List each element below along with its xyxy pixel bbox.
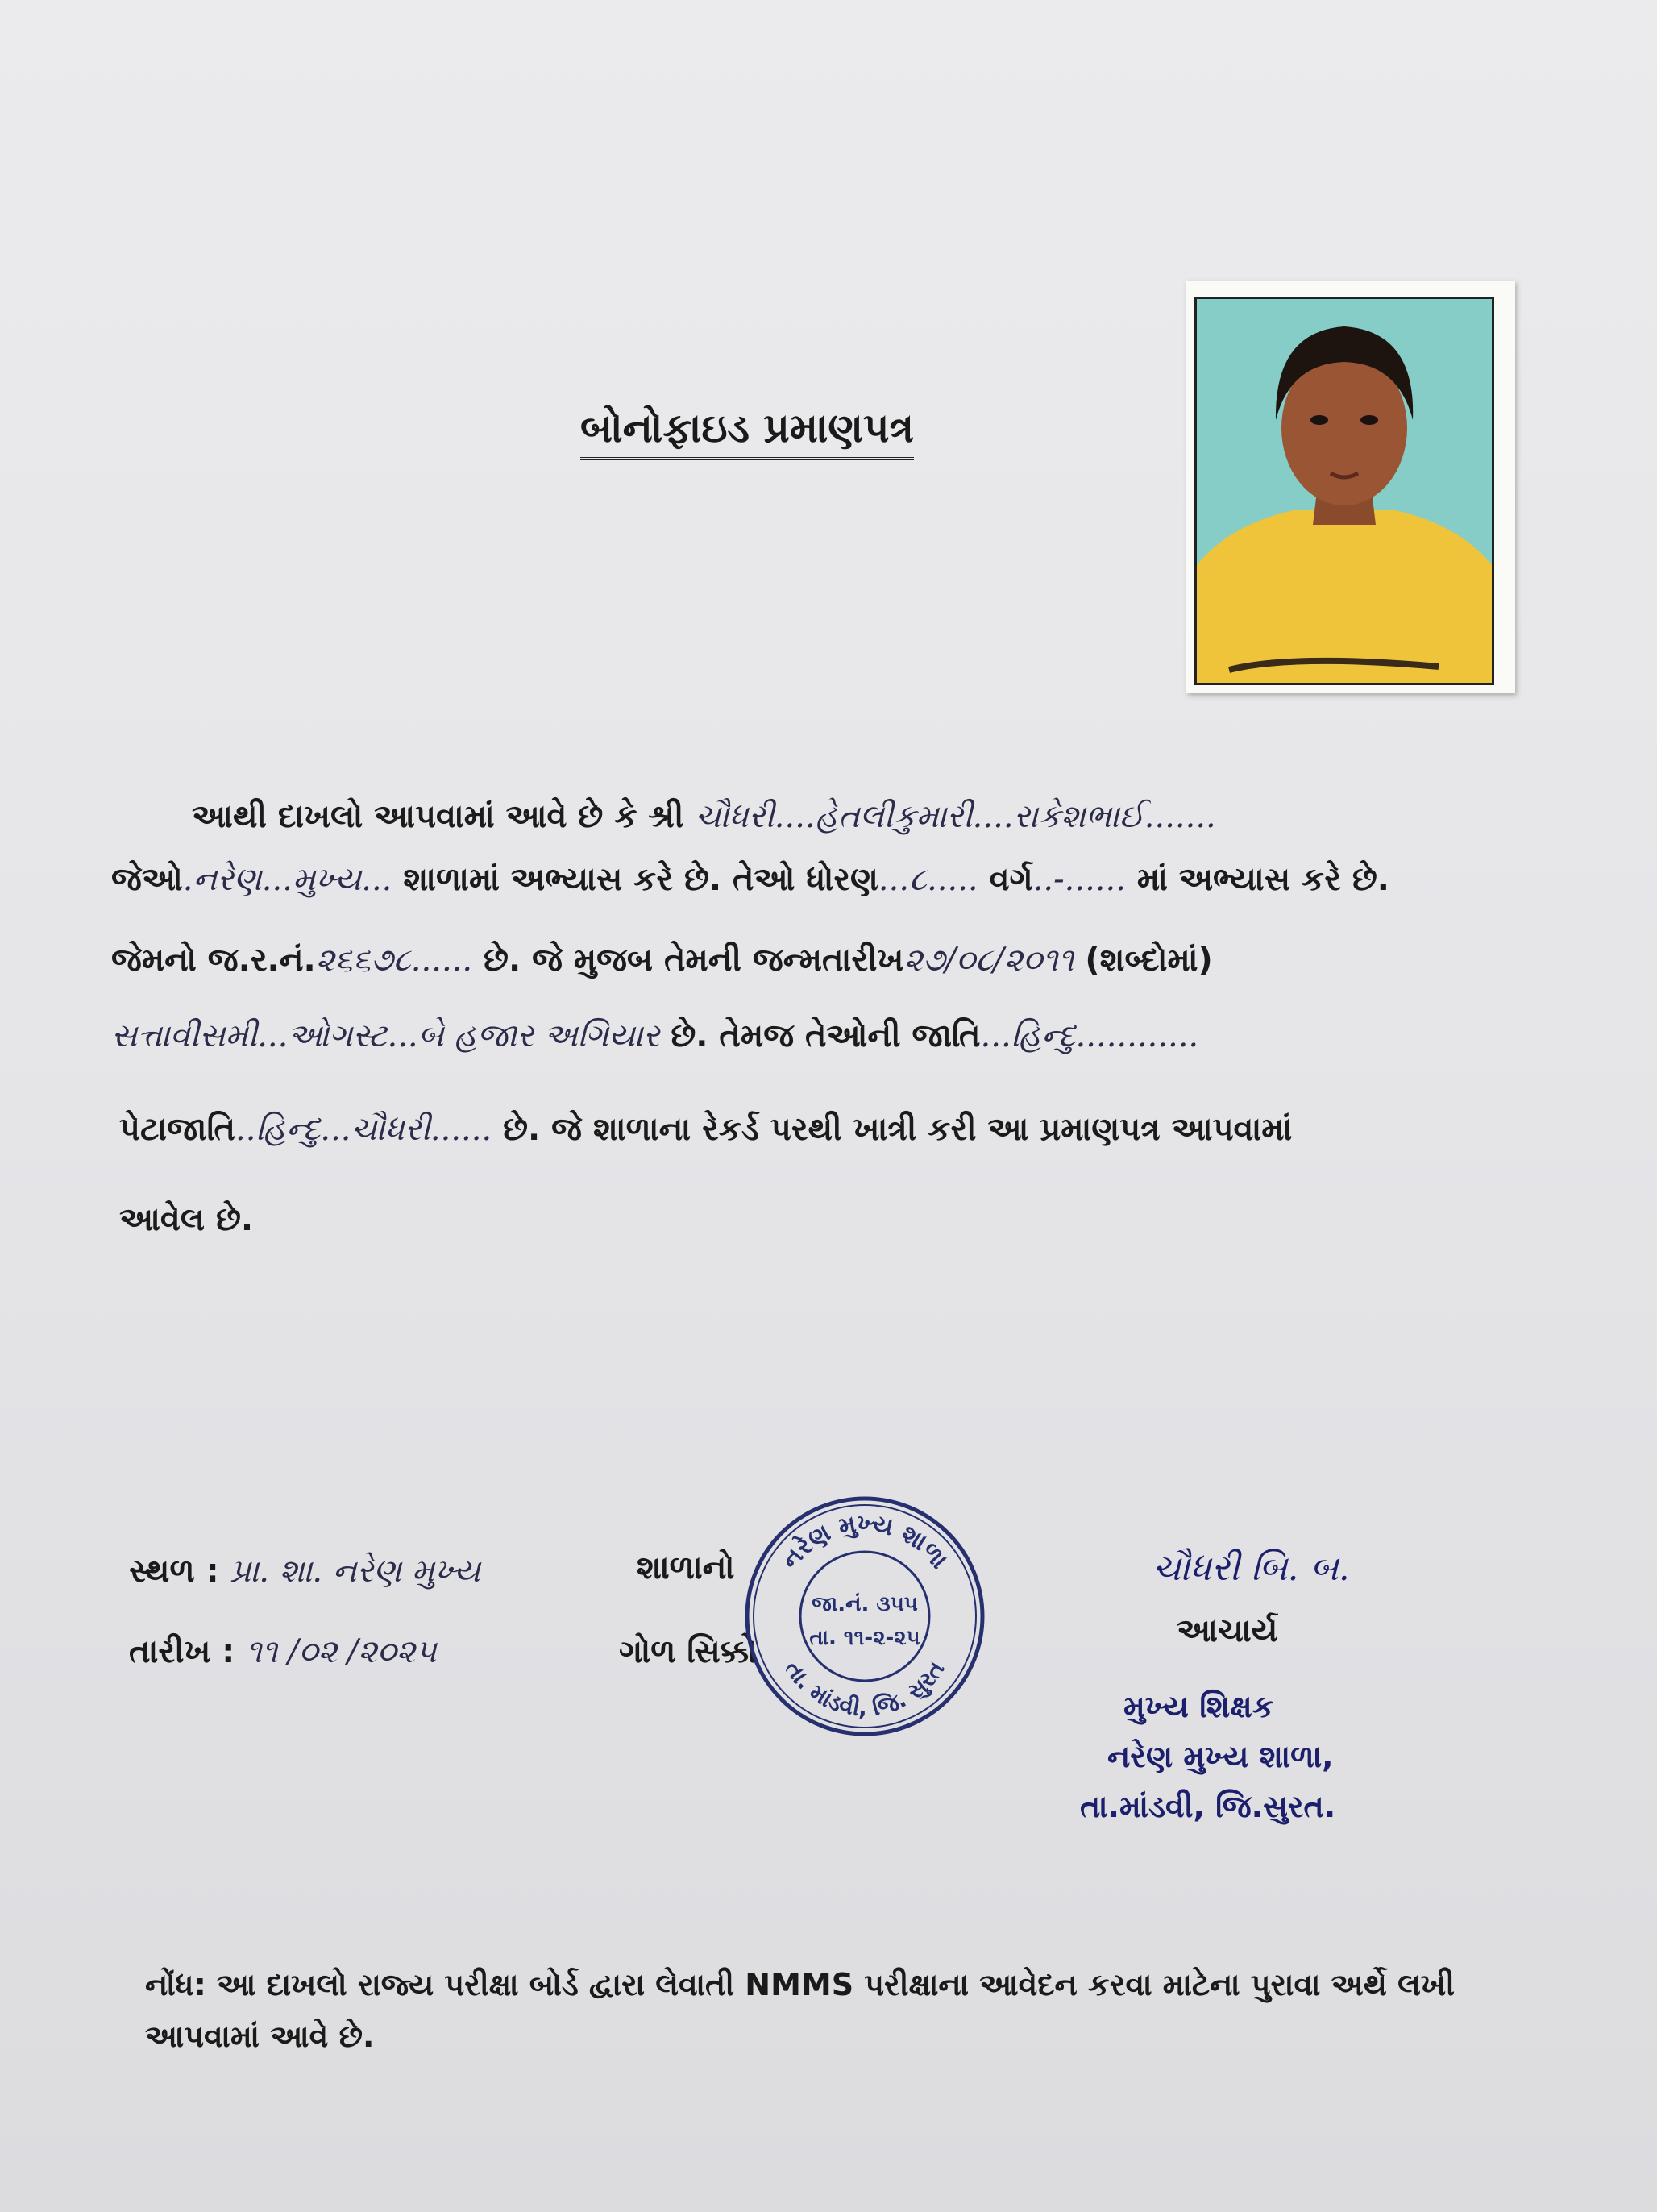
body-line-3 [111, 942, 1213, 979]
standard-handwritten: ...૮..... [878, 861, 978, 898]
subcaste-handwritten: ..હિન્દુ...ચૌધરી...... [235, 1111, 492, 1148]
seal-outer-top-text: નરેણ મુખ્ય શાળા [775, 1509, 953, 1575]
seal-date-text: તા. ૧૧-૨-૨૫ [809, 1626, 920, 1650]
line5-suffix: છે. જે શાળાના રેકર્ડ પરથી ખાત્રી કરી આ પ્રમાણપત્ર આપવામાં [503, 1111, 1293, 1148]
principal-signature-handwritten: ચૌધરી બિ. બ. [1152, 1548, 1350, 1589]
date-row [129, 1633, 437, 1670]
body-line-2 [111, 861, 1389, 898]
line5-prefix: પેટાજાતિ [119, 1111, 236, 1148]
gr-number-handwritten: ૨૬૬૭૮...... [315, 942, 473, 979]
line2-mid2: વર્ગ [989, 861, 1033, 898]
line3-suffix: (શબ્દોમાં) [1085, 942, 1213, 979]
place-label: સ્થળ : [129, 1553, 219, 1590]
place-row [129, 1553, 480, 1590]
date-label: તારીખ : [129, 1633, 235, 1670]
line3-mid: છે. જે મુજબ તેમની જન્મતારીખ [484, 942, 904, 979]
svg-text:નરેણ મુખ્ય શાળા [776, 1510, 953, 1574]
stamp-line-3: તા.માંડવી, જિ.સુરત. [1080, 1789, 1336, 1824]
division-handwritten: ..-...... [1032, 861, 1126, 898]
place-handwritten: પ્રા. શા. નરેણ મુખ્ય [230, 1553, 481, 1590]
seal-label-2: ગોળ સિક્કો [619, 1633, 758, 1670]
student-photo [1194, 297, 1494, 685]
date-handwritten: ૧૧ /૦૨ /૨૦૨૫ [246, 1633, 437, 1670]
dob-words-handwritten: સત્તાવીસમી...ઓગસ્ટ...બે હજાર અગિયાર [111, 1017, 660, 1054]
line2-mid: શાળામાં અભ્યાસ કરે છે. તેઓ ધોરણ [403, 861, 878, 898]
certificate-title: બોનોફાઇડ પ્રમાણપત્ર [580, 405, 914, 460]
footnote: નોંધ: આ દાખલો રાજ્ય પરીક્ષા બોર્ડ દ્વારા લેવાતી NMMS પરીક્ષાના આવેદન કરવા માટેના પુરાવા અર્થે લખી આપવામાં આવે છે. [145, 1967, 1455, 2054]
headmaster-rubber-stamp [1080, 1682, 1335, 1832]
line4-mid: છે. તેમજ તેઓની જાતિ [671, 1017, 981, 1054]
svg-text:તા. માંડવી, જિ. સુરત [779, 1656, 949, 1721]
line3-prefix: જેમનો જ.ર.નં. [111, 942, 316, 979]
principal-label: આચાર્ય [1177, 1612, 1278, 1649]
student-photo-frame [1186, 281, 1515, 693]
line1-text: આથી દાખલો આપવામાં આવે છે કે શ્રી [192, 798, 684, 835]
school-round-seal [740, 1491, 990, 1741]
student-name-handwritten: ચૌધરી....હેતલીકુમારી....રાકેશભાઈ....... [695, 798, 1216, 835]
body-line-5 [119, 1111, 1292, 1148]
caste-handwritten: ...હિન્દુ............ [980, 1017, 1199, 1054]
line2-prefix: જેઓ [111, 861, 183, 898]
seal-label-1: શાળાનો [637, 1549, 735, 1586]
body-line-6: આવેલ છે. [119, 1201, 254, 1238]
seal-outer-bottom-text: તા. માંડવી, જિ. સુરત [779, 1656, 950, 1722]
dob-handwritten: ૨૭/૦૮/૨૦૧૧ [903, 942, 1074, 979]
line2-suffix: માં અભ્યાસ કરે છે. [1136, 861, 1390, 898]
stamp-line-1: મુખ્ય શિક્ષક [1123, 1689, 1274, 1724]
student-portrait-image [1197, 299, 1492, 683]
body-line-1 [192, 798, 1216, 835]
stamp-line-2: નરેણ મુખ્ય શાળા, [1107, 1739, 1334, 1774]
school-name-handwritten: .નરેણ...મુખ્ય... [182, 861, 392, 898]
body-line-4 [111, 1017, 1198, 1054]
seal-number-text: જા.નં. ૩૫૫ [812, 1592, 918, 1616]
